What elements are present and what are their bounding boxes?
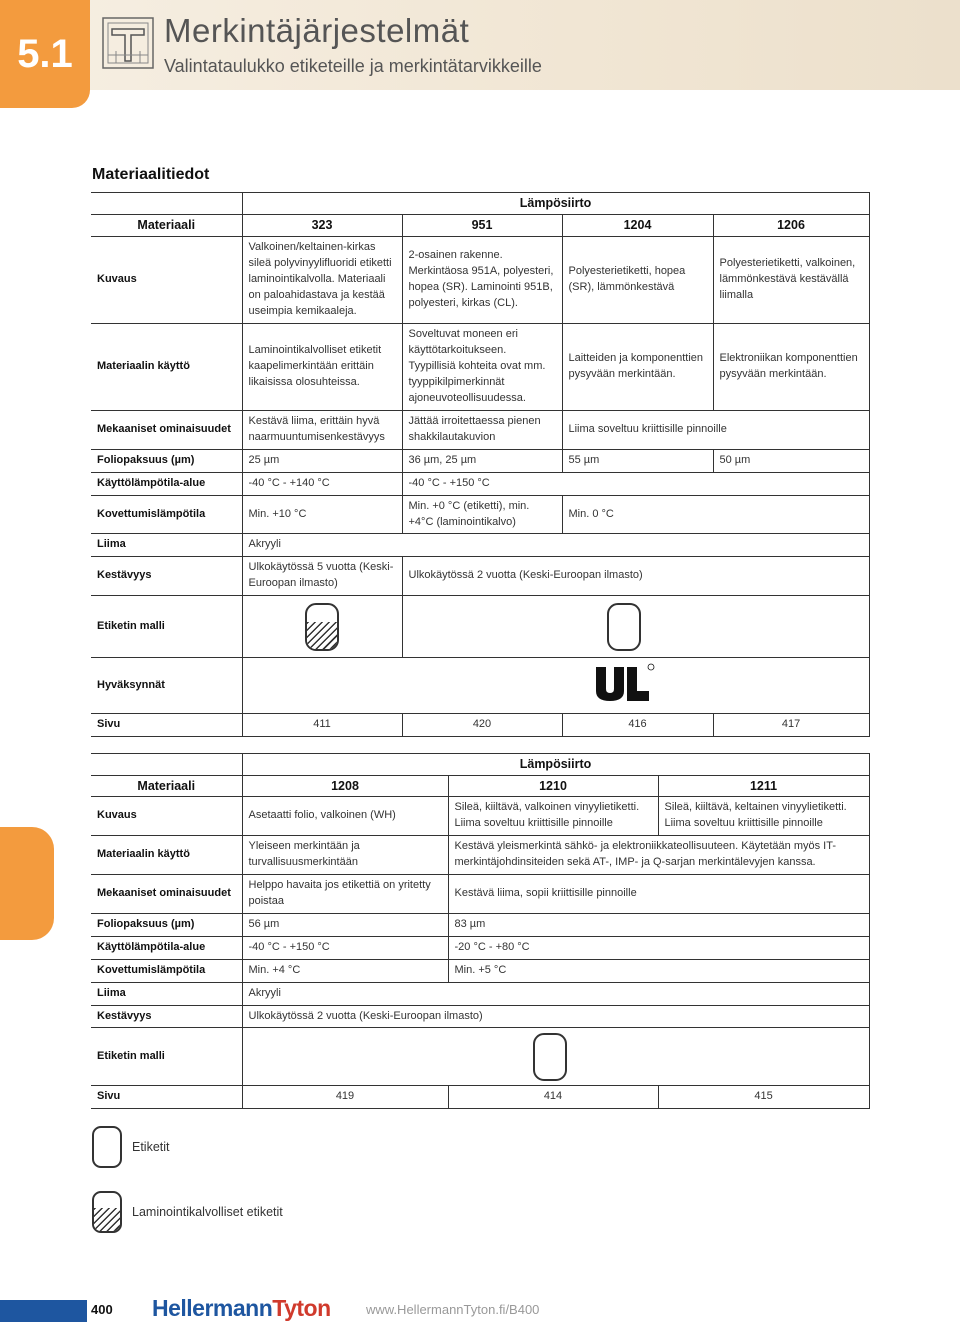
group-header: Lämpösiirto [242,193,869,215]
table-cell: -40 °C - +150 °C [242,936,448,959]
row-label: Liima [91,534,242,557]
side-tab [0,827,54,940]
table-cell: Laminointikalvolliset etiketit kaapelimerkintään erittäin likaisissa olosuhteissa. [242,323,402,410]
table-cell [402,596,869,658]
page-title: Merkintäjärjestelmät [164,12,470,49]
table-cell: Polyesterietiketti, valkoinen, lämmönkestävä kestävällä liimalla [713,237,869,324]
row-label: Etiketin malli [91,1028,242,1086]
col-header: 1206 [713,215,869,237]
row-label: Liima [91,982,242,1005]
row-label: Etiketin malli [91,596,242,658]
legend-label: Laminointikalvolliset etiketit [132,1205,283,1219]
legend-label: Etiketit [132,1140,170,1154]
table-cell: 56 µm [242,913,448,936]
page-ref: 416 [562,714,713,737]
table-cell: Asetaatti folio, valkoinen (WH) [242,797,448,836]
table-cell: Akryyli [242,534,869,557]
col-header: 1208 [242,776,448,797]
row-label: Foliopaksuus (µm) [91,449,242,472]
row-label: Kestävyys [91,557,242,596]
row-label: Käyttölämpötila-alue [91,936,242,959]
col-header: 1210 [448,776,658,797]
table-cell: 25 µm [242,449,402,472]
page-ref: 414 [448,1086,658,1109]
brand-logo [152,1295,331,1322]
col-label: Materiaali [91,215,242,237]
row-label: Sivu [91,1086,242,1109]
section-logo-icon [102,17,154,69]
row-label: Sivu [91,714,242,737]
table-cell: Ulkokäytössä 5 vuotta (Keski-Euroopan ilmasto) [242,557,402,596]
table-cell: Kestävä liima, sopii kriittisille pinnoille [448,874,869,913]
table-cell: 2-osainen rakenne. Merkintäosa 951A, polyesteri, hopea (SR). Laminointi 951B, polyesteri, kirkas (CL). [402,237,562,324]
legend-plain [92,1126,170,1168]
col-header: 1204 [562,215,713,237]
table-cell: -40 °C - +150 °C [402,472,869,495]
page-ref: 411 [242,714,402,737]
footer-bar [0,1300,87,1322]
table-cell: Helppo havaita jos etikettiä on yritetty poistaa [242,874,448,913]
table-cell: -40 °C - +140 °C [242,472,402,495]
table-cell [242,1028,869,1086]
brand-name-b: Tyton [272,1295,331,1321]
table-cell: Soveltuvat moneen eri käyttötarkoitukseen. Tyypillisiä kohteita ovat mm. tyyppikilpimerkinnät ajoneuvoteollisuudessa. [402,323,562,410]
table-cell: 50 µm [713,449,869,472]
table-cell: Ulkokäytössä 2 vuotta (Keski-Euroopan ilmasto) [242,1005,869,1028]
col-header: 951 [402,215,562,237]
table-cell [242,596,402,658]
page-number: 400 [91,1302,113,1317]
page-ref: 417 [713,714,869,737]
table-cell: Min. +4 °C [242,959,448,982]
materials-table-2 [91,753,870,1109]
row-label: Hyväksynnät [91,658,242,714]
row-label: Kovettumislämpötila [91,495,242,534]
col-header: 323 [242,215,402,237]
page-ref: 419 [242,1086,448,1109]
row-label: Mekaaniset ominaisuudet [91,410,242,449]
table-cell: Kestävä liima, erittäin hyvä naarmuuntumisenkestävyys [242,410,402,449]
table-cell: Laitteiden ja komponenttien pysyvään merkintään. [562,323,713,410]
table-cell: Min. +0 °C (etiketti), min. +4°C (laminointikalvo) [402,495,562,534]
table-cell: Sileä, kiiltävä, valkoinen vinyylietiketti. Liima soveltuu kriittisille pinnoille [448,797,658,836]
row-label: Mekaaniset ominaisuudet [91,874,242,913]
table-cell: 55 µm [562,449,713,472]
row-label: Foliopaksuus (µm) [91,913,242,936]
section-number-tab: 5.1 [0,0,90,108]
table-cell [242,658,869,714]
ul-certification-icon [593,663,655,709]
page-subtitle: Valintataulukko etiketeille ja merkintätarvikkeille [164,56,542,76]
label-icon [92,1126,122,1168]
table-cell: Jättää irroitettaessa pienen shakkilautakuvion [402,410,562,449]
footer-url[interactable]: www.HellermannTyton.fi/B400 [366,1302,540,1317]
table-cell: Sileä, kiiltävä, keltainen vinyylietiketti. Liima soveltuu kriittisille pinnoille [658,797,869,836]
row-label: Käyttölämpötila-alue [91,472,242,495]
label-icon [607,603,641,651]
table-cell: Ulkokäytössä 2 vuotta (Keski-Euroopan ilmasto) [402,557,869,596]
materials-table-1 [91,192,870,737]
brand-name-a: Hellermann [152,1295,273,1321]
table-cell: Min. +10 °C [242,495,402,534]
laminated-label-icon [92,1191,122,1233]
row-label: Materiaalin käyttö [91,323,242,410]
section-title: Materiaalitiedot [92,166,210,183]
row-label: Kuvaus [91,237,242,324]
table-cell: Akryyli [242,982,869,1005]
row-label: Kuvaus [91,797,242,836]
col-label: Materiaali [91,776,242,797]
table-cell: Elektroniikan komponenttien pysyvään merkintään. [713,323,869,410]
legend-hatched [92,1191,283,1233]
page-ref: 420 [402,714,562,737]
table-cell: Min. 0 °C [562,495,869,534]
table-cell: Polyesterietiketti, hopea (SR), lämmönkestävä [562,237,713,324]
row-label: Kovettumislämpötila [91,959,242,982]
col-header: 1211 [658,776,869,797]
laminated-label-icon [305,603,339,651]
table-cell: Min. +5 °C [448,959,869,982]
row-label: Materiaalin käyttö [91,836,242,875]
row-label: Kestävyys [91,1005,242,1028]
group-header: Lämpösiirto [242,754,869,776]
table-cell: 83 µm [448,913,869,936]
table-cell: Kestävä yleismerkintä sähkö- ja elektroniikkateollisuuteen. Käytetään myös IT-merkintäjohdinsiteiden sekä AT-, IMP- ja Q-sarjan merkintälevyjen kanssa. [448,836,869,875]
table-cell: -20 °C - +80 °C [448,936,869,959]
label-icon [533,1033,567,1081]
page-ref: 415 [658,1086,869,1109]
table-cell: 36 µm, 25 µm [402,449,562,472]
table-cell: Yleiseen merkintään ja turvallisuusmerkintään [242,836,448,875]
table-cell: Valkoinen/keltainen-kirkas sileä polyvinyylifluoridi etiketti laminointikalvolla. Materiaali on paloahidastava ja kestää useimpia kemikaaleja. [242,237,402,324]
table-cell: Liima soveltuu kriittisille pinnoille [562,410,869,449]
